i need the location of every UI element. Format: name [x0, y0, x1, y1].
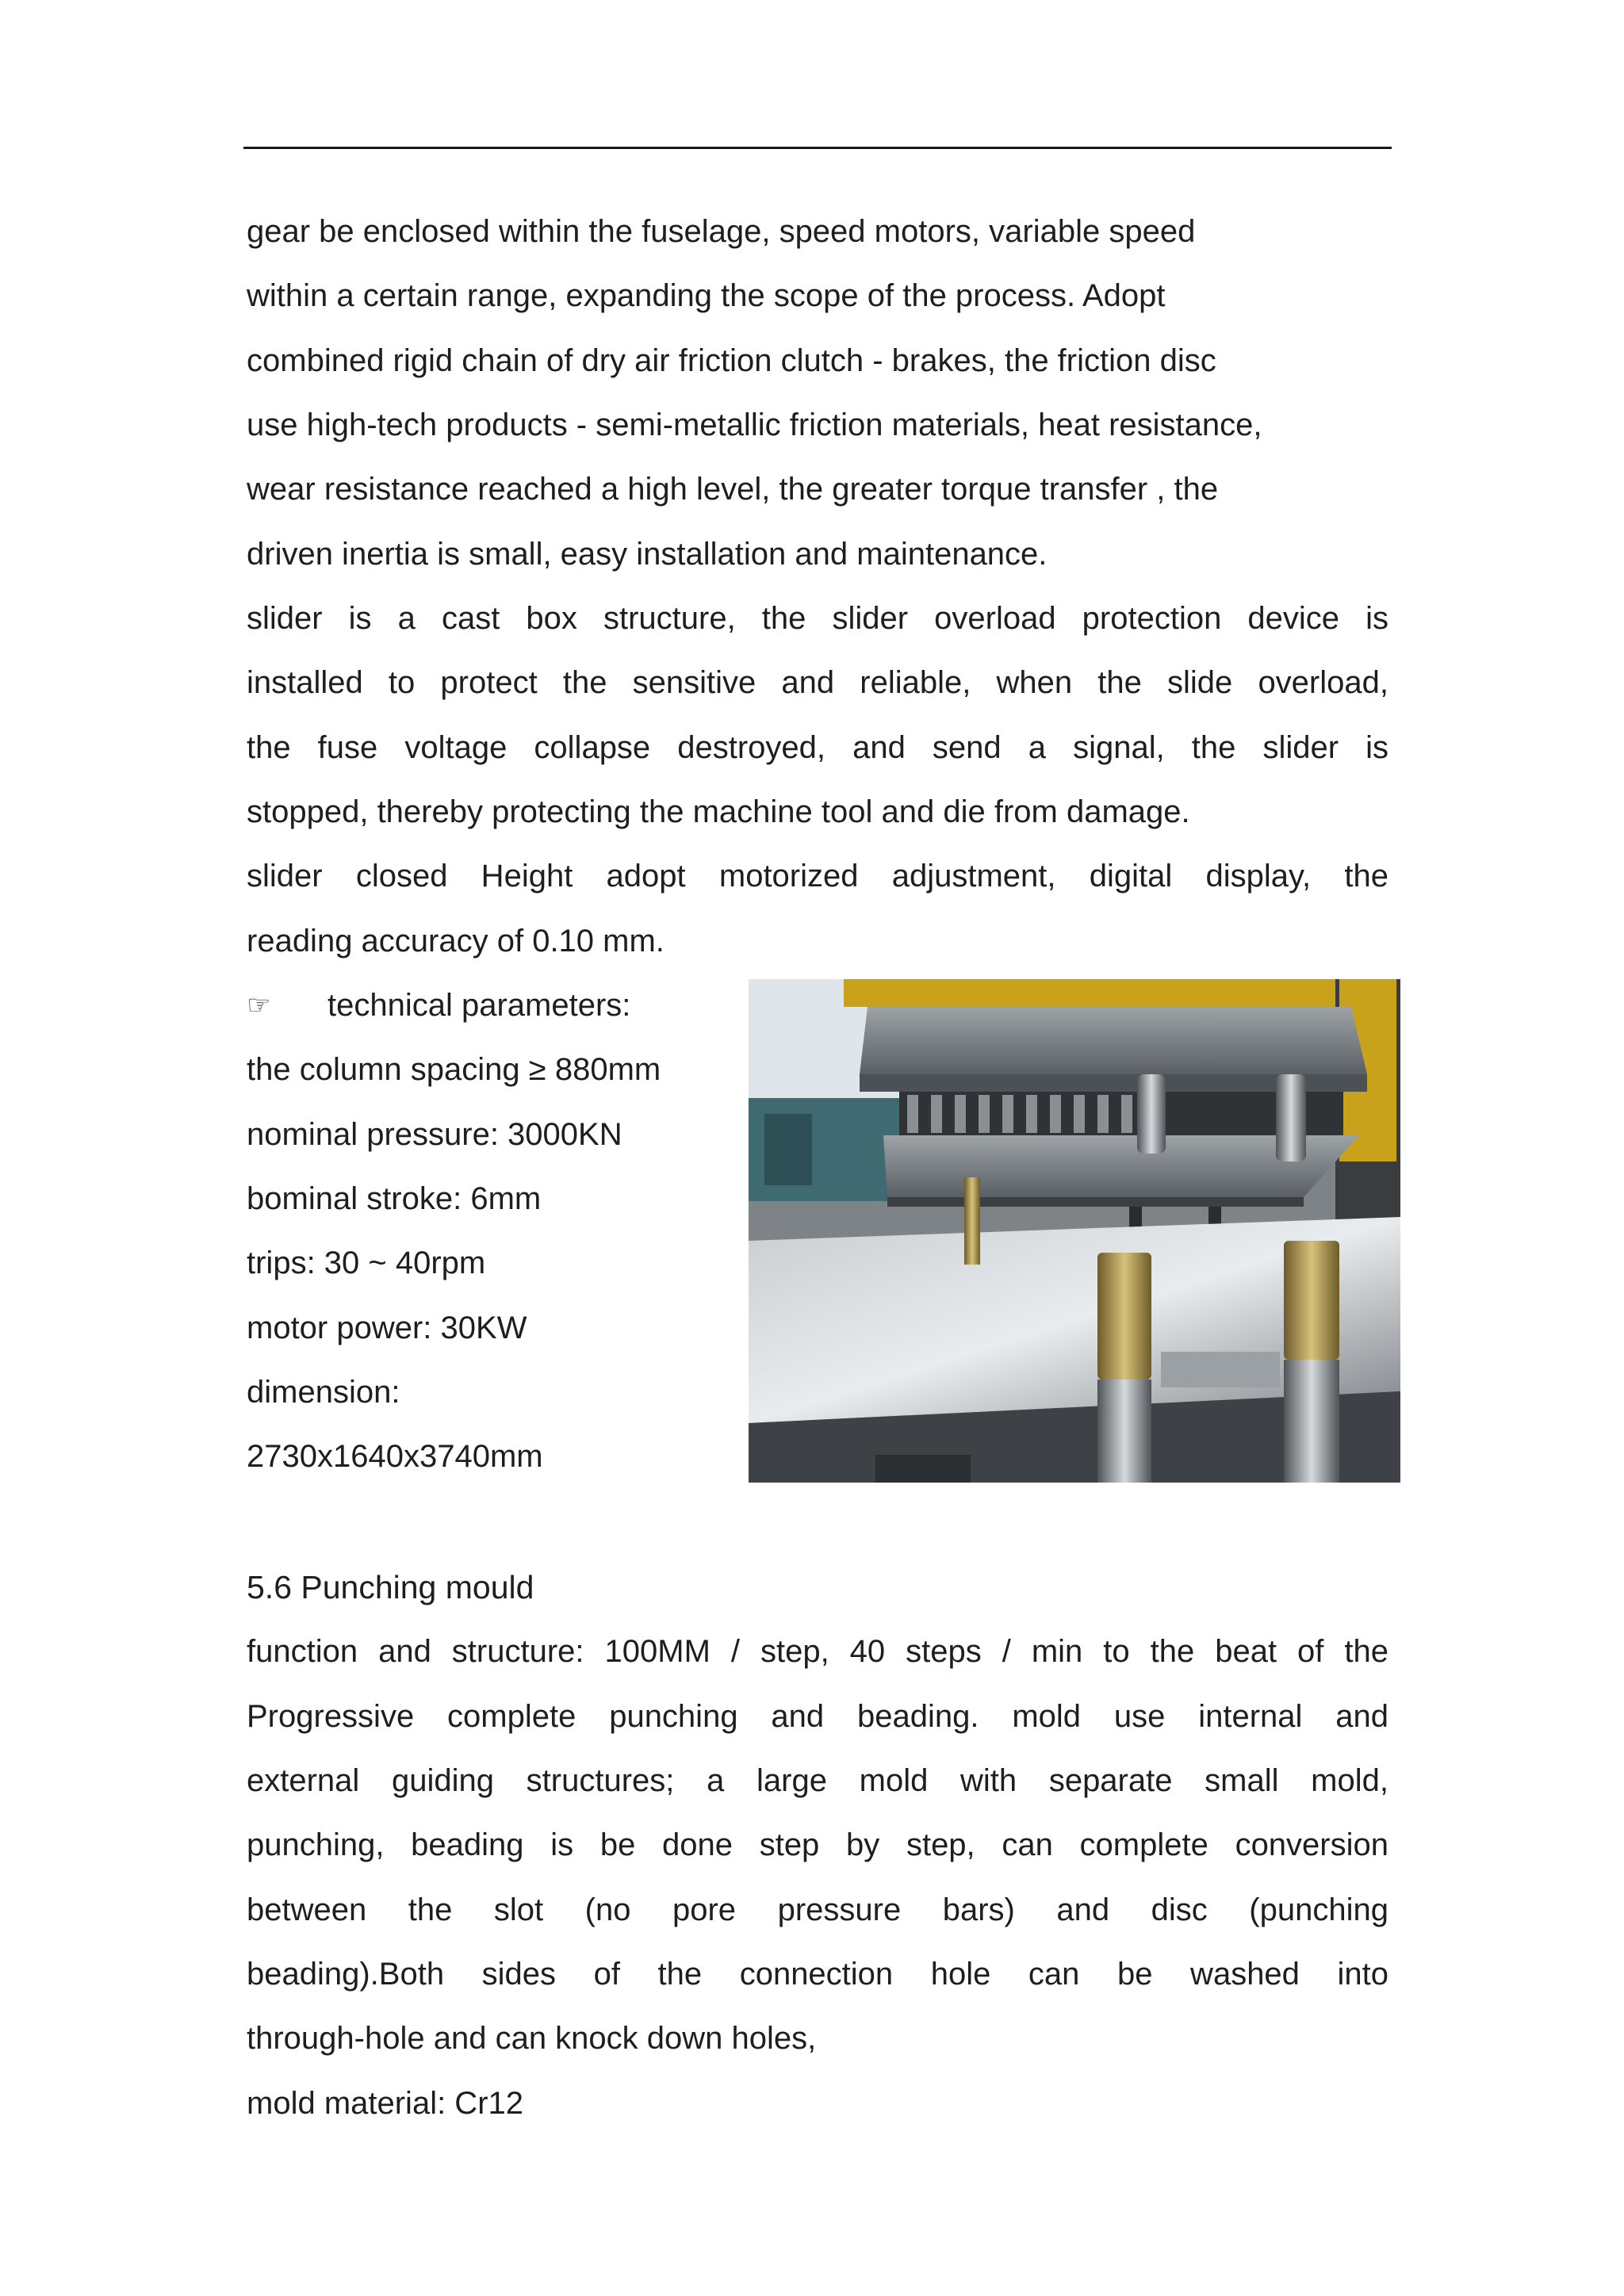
paragraph-line: the fuse voltage collapse destroyed, and send a signal, the slider is: [247, 730, 1388, 765]
machine-photo-drawing: [749, 979, 1400, 1483]
tech-heading: technical parameters:: [327, 988, 631, 1023]
tech-param: dimension:: [247, 1375, 400, 1410]
paragraph-line: stopped, thereby protecting the machine tool and die from damage.: [247, 794, 1190, 829]
tech-param: 2730x1640x3740mm: [247, 1439, 543, 1474]
paragraph-line: combined rigid chain of dry air friction clutch - brakes, the friction disc: [247, 343, 1216, 378]
paragraph-line: through-hole and can knock down holes,: [247, 2021, 817, 2056]
paragraph-line: use high-tech products - semi-metallic friction materials, heat resistance,: [247, 408, 1262, 442]
paragraph-line: external guiding structures; a large mold with separate small mold,: [247, 1763, 1388, 1798]
paragraph-line: punching, beading is be done step by step, can complete conversion: [247, 1827, 1388, 1862]
machine-photo: [749, 979, 1400, 1483]
paragraph-line: function and structure: 100MM / step, 40 steps / min to the beat of the: [247, 1634, 1388, 1669]
paragraph-line: Progressive complete punching and beading. mold use internal and: [247, 1699, 1388, 1734]
tech-param: nominal pressure: 3000KN: [247, 1117, 622, 1152]
paragraph-line: wear resistance reached a high level, the greater torque transfer , the: [247, 472, 1219, 507]
paragraph-line: driven inertia is small, easy installation and maintenance.: [247, 537, 1048, 572]
paragraph-line: installed to protect the sensitive and reliable, when the slide overload,: [247, 665, 1388, 700]
paragraph-line: beading).Both sides of the connection hole can be washed into: [247, 1957, 1388, 1992]
paragraph-line: mold material: Cr12: [247, 2086, 524, 2121]
paragraph-line: reading accuracy of 0.10 mm.: [247, 924, 665, 959]
paragraph-line: within a certain range, expanding the scope of the process. Adopt: [247, 278, 1166, 313]
paragraph-line: between the slot (no pore pressure bars) and disc (punching: [247, 1892, 1388, 1927]
tech-param: motor power: 30KW: [247, 1311, 527, 1345]
paragraph-line: slider is a cast box structure, the slider overload protection device is: [247, 601, 1388, 636]
tech-param: the column spacing ≥ 880mm: [247, 1052, 661, 1087]
tech-param: trips: 30 ~ 40rpm: [247, 1246, 486, 1280]
header-rule: [243, 147, 1392, 149]
paragraph-line: gear be enclosed within the fuselage, speed motors, variable speed: [247, 214, 1196, 249]
pointing-hand-icon: ☞: [247, 990, 271, 1020]
paragraph-line: slider closed Height adopt motorized adjustment, digital display, the: [247, 859, 1388, 894]
tech-param: bominal stroke: 6mm: [247, 1181, 542, 1216]
section-heading: 5.6 Punching mould: [247, 1569, 534, 1605]
